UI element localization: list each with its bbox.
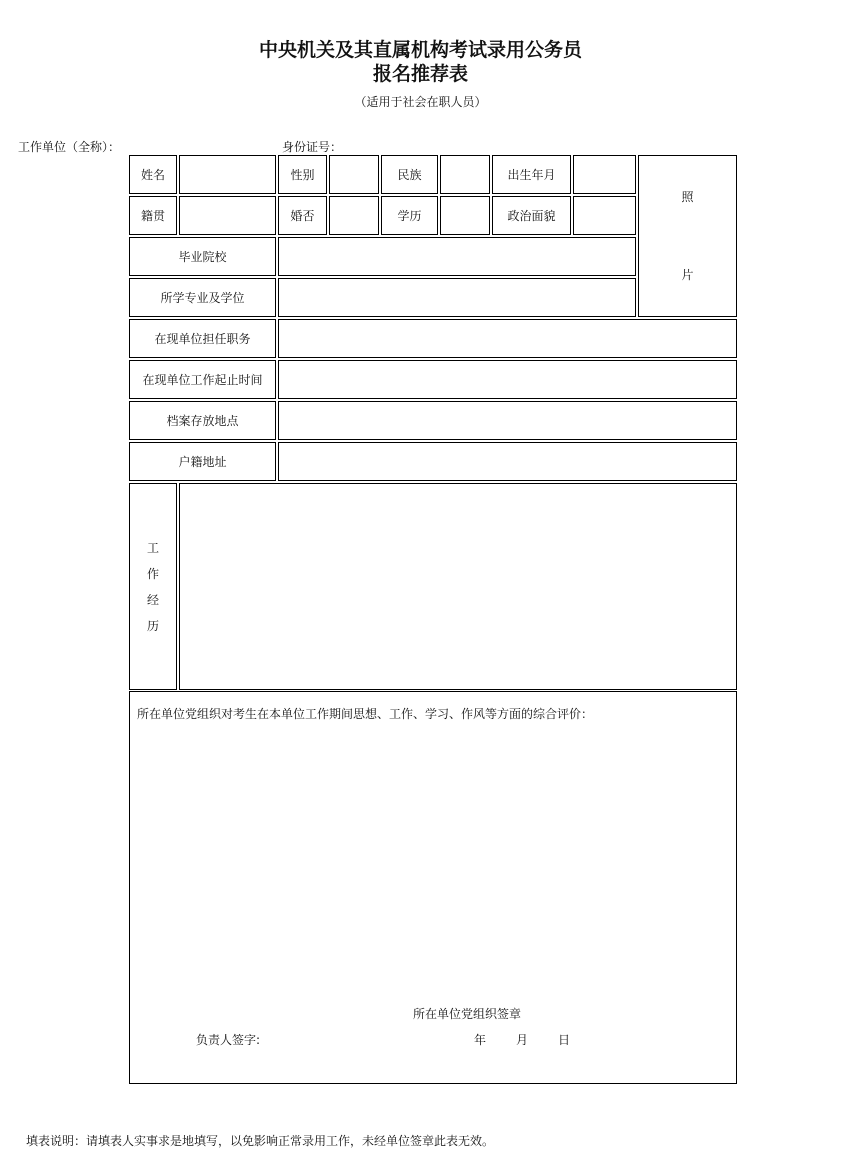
birth-field[interactable] [573,155,636,194]
label-hukou: 户籍地址 [129,442,276,481]
form-subtitle: （适用于社会在职人员） [354,95,487,109]
work-history-char-2: 作 [146,566,159,581]
form-title-line1: 中央机关及其直属机构考试录用公务员 [258,39,582,61]
evaluation-prompt: 所在单位党组织对考生在本单位工作期间思想、工作、学习、作风等方面的综合评价： [137,707,594,721]
label-work-period: 在现单位工作起止时间 [129,360,276,399]
evaluation-box[interactable] [129,691,737,1084]
archive-field[interactable] [278,401,737,440]
major-field[interactable] [278,278,636,317]
photo-box[interactable] [638,155,737,317]
position-field[interactable] [278,319,737,358]
gender-field[interactable] [329,155,379,194]
signer-label: 负责人签字: [196,1033,261,1047]
label-native-place: 籍贯 [129,196,177,235]
political-field[interactable] [573,196,636,235]
label-work-history [129,483,177,690]
work-history-char-1: 工 [146,540,159,555]
label-political: 政治面貌 [492,196,571,235]
marital-field[interactable] [329,196,379,235]
label-name: 姓名 [129,155,177,194]
photo-label-1: 照 [681,190,694,204]
year-label: 年 [474,1033,487,1047]
label-birth: 出生年月 [492,155,571,194]
label-ethnicity: 民族 [381,155,438,194]
month-label: 月 [516,1033,529,1047]
form-title-line2: 报名推荐表 [372,63,468,85]
label-school: 毕业院校 [129,237,276,276]
ethnicity-field[interactable] [440,155,490,194]
work-period-field[interactable] [278,360,737,399]
work-history-field[interactable] [179,483,737,690]
label-major: 所学专业及学位 [129,278,276,317]
education-field[interactable] [440,196,490,235]
label-position: 在现单位担任职务 [129,319,276,358]
work-unit-label: 工作单位（全称）： [18,140,121,154]
work-history-char-4: 历 [146,618,159,633]
label-education: 学历 [381,196,438,235]
label-marital: 婚否 [278,196,327,235]
name-field[interactable] [179,155,276,194]
work-history-char-3: 经 [146,592,159,607]
hukou-field[interactable] [278,442,737,481]
label-gender: 性别 [278,155,327,194]
photo-label-2: 片 [681,268,694,282]
footer-note: 填表说明：请填表人实事求是地填写，以免影响正常录用工作，未经单位签章此表无效。 [26,1134,495,1148]
day-label: 日 [558,1033,571,1047]
school-field[interactable] [278,237,636,276]
id-number-label: 身份证号： [282,140,343,154]
native-place-field[interactable] [179,196,276,235]
label-archive: 档案存放地点 [129,401,276,440]
seal-label: 所在单位党组织签章 [413,1007,522,1021]
